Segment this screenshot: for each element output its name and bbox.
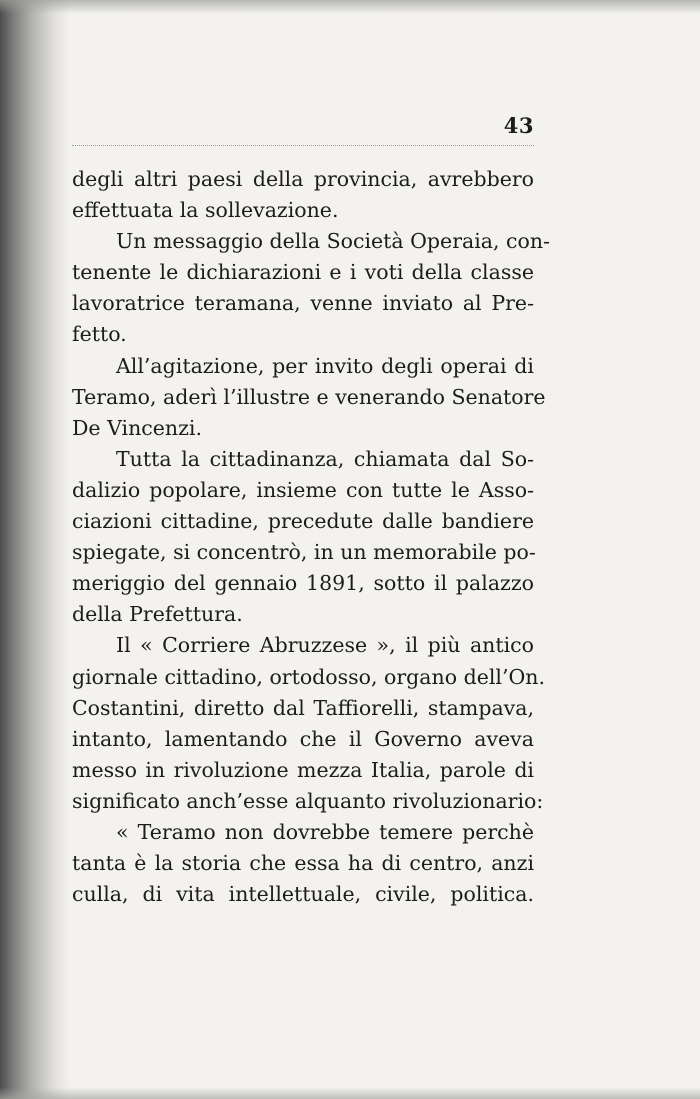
page-number: 43 [503, 113, 534, 138]
text-line: messo in rivoluzione mezza Italia, parole di [72, 757, 534, 782]
header-rule [72, 145, 534, 146]
text-line: culla, di vita intellettuale, civile, politica. [72, 882, 534, 907]
text-line: degli altri paesi della provincia, avrebbero [72, 167, 534, 191]
text-line: della Prefettura. [72, 602, 243, 627]
text-line: Costantini, diretto dal Taffiorelli, stampava, [72, 695, 534, 720]
text-line: tenente le dichiarazioni e i voti della classe [72, 260, 534, 285]
text-line: « Teramo non dovrebbe temere perchè [116, 819, 534, 844]
text-line: tanta è la storia che essa ha di centro, anzi [72, 851, 534, 876]
text-line: lavoratrice teramana, venne inviato al Pre- [72, 291, 534, 316]
text-line: Il « Corriere Abruzzese », il più antico [116, 633, 534, 658]
text-line: Un messaggio della Società Operaia, con- [116, 229, 550, 254]
text-line: De Vincenzi. [72, 415, 202, 440]
text-line: significato anch’esse alquanto rivoluzionario: [72, 788, 544, 813]
text-line: spiegate, si concentrò, in un memorabile po- [72, 540, 536, 565]
page-bottom-edge [0, 1087, 700, 1099]
text-line: fetto. [72, 322, 127, 347]
text-line: meriggio del gennaio 1891, sotto il palazzo [72, 571, 534, 596]
text-line: ciazioni cittadine, precedute dalle bandiere [72, 509, 534, 534]
text-line: dalizio popolare, insieme con tutte le Asso- [72, 477, 534, 502]
text-line: Tutta la cittadinanza, chiamata dal So- [116, 446, 534, 471]
text-line: intanto, lamentando che il Governo aveva [72, 726, 534, 751]
binding-shadow [0, 0, 70, 1099]
text-line: giornale cittadino, ortodosso, organo dell’On. [72, 664, 546, 689]
body-text [72, 164, 550, 910]
text-line: Teramo, aderì l’illustre e venerando Senatore [72, 384, 546, 409]
text-line: All’agitazione, per invito degli operai di [116, 353, 534, 378]
page-top-edge [0, 0, 700, 14]
text-line: effettuata la sollevazione. [72, 198, 339, 223]
